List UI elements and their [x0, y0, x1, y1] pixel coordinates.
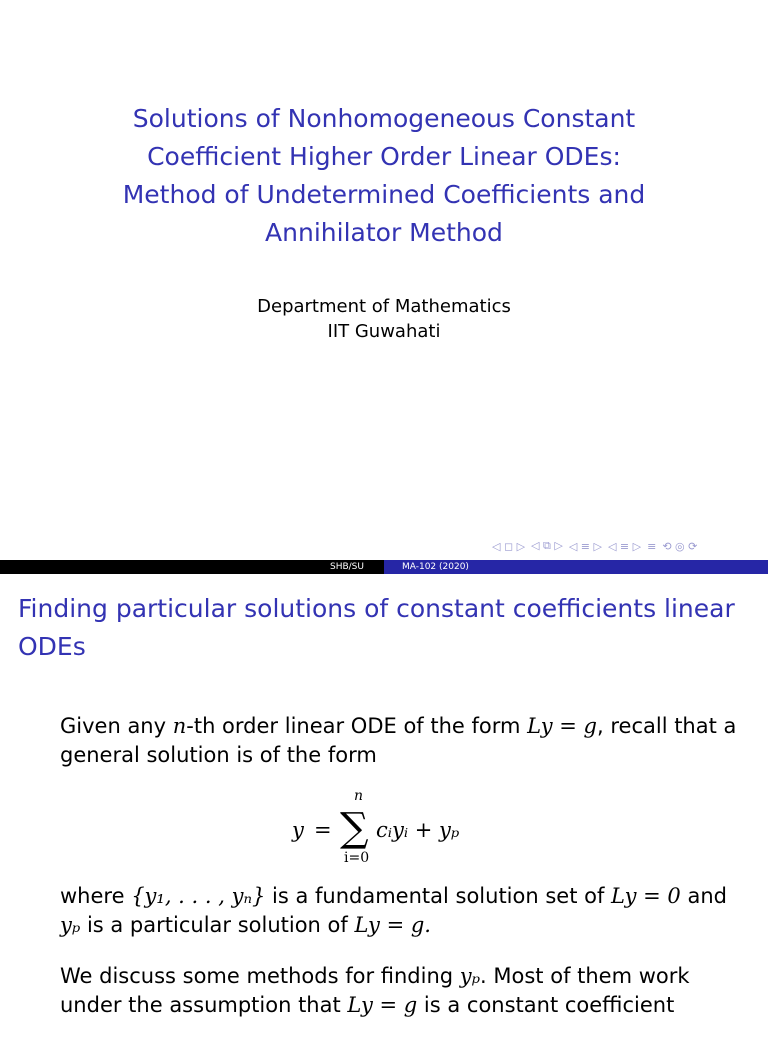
footer-author: SHB/SU [0, 560, 384, 574]
subsection-nav-icon[interactable]: ◁ ⧉ ▷ [531, 539, 563, 552]
text: . Most of them work under the assumption that [60, 964, 690, 1017]
outline-nav-icon[interactable]: ≡ [647, 539, 657, 553]
title-line: Annihilator Method [265, 218, 503, 247]
eq-lhs: y [292, 818, 304, 842]
content-slide [0, 574, 768, 1024]
math-ly-eq-g: Ly = g. [354, 913, 431, 937]
math-ly-eq-0: Ly = 0 [611, 884, 681, 908]
math-yp: yₚ [60, 913, 81, 937]
footer-course: MA-102 (2020) [384, 560, 768, 574]
eq-equals: = [314, 818, 332, 842]
text: is a particular solution of [80, 913, 355, 937]
search-back-forward-icon[interactable]: ⟲ ◎ ⟳ [662, 539, 698, 553]
paragraph-where [60, 882, 740, 940]
text: -th order linear ODE of the form [186, 714, 528, 738]
slide-footer [0, 560, 768, 574]
math-n: n [172, 714, 187, 738]
section-nav-icon[interactable]: ◁ ≡ ▷ [568, 539, 602, 553]
text: and [680, 884, 727, 908]
title-line: Solutions of Nonhomogeneous Constant [132, 104, 636, 133]
text: is a fundamental solution set of [265, 884, 612, 908]
eq-rhs: cᵢyᵢ + yₚ [376, 818, 460, 842]
slide-body [60, 712, 740, 1042]
sum-lower-limit: i=0 [344, 850, 370, 866]
general-solution-equation [292, 788, 492, 868]
title-line: Method of Undetermined Coefficients and [122, 180, 646, 209]
summation-symbol: ∑ [340, 805, 369, 851]
text: , recall that a general solution is of the form [60, 714, 737, 767]
paragraph-methods [60, 962, 740, 1020]
sum-upper-limit: n [354, 788, 364, 804]
paragraph-intro [60, 712, 740, 770]
math-fundamental-set: {y₁, . . . , yₙ} [131, 884, 266, 908]
text: We discuss some methods for finding [60, 964, 460, 988]
text: where [60, 884, 132, 908]
text: Given any [60, 714, 173, 738]
institute-label: IIT Guwahati [327, 321, 441, 342]
text: is a constant coefficient [417, 993, 675, 1017]
author-block [0, 294, 768, 344]
math-ly-eq-g: Ly = g [347, 993, 418, 1017]
title-line: Coefficient Higher Order Linear ODEs: [147, 142, 621, 171]
frame-nav-icon[interactable]: ◁ ◻ ▷ [492, 539, 526, 553]
math-yp: yₚ [459, 964, 481, 988]
beamer-navigation[interactable] [492, 538, 764, 554]
department-label: Department of Mathematics [257, 296, 511, 317]
frame-title: Finding particular solutions of constant coefficients linear ODEs [18, 594, 735, 661]
math-ly-eq-g: Ly = g [527, 714, 597, 738]
presentation-title [0, 100, 768, 252]
subsection-list-nav-icon[interactable]: ◁ ≡ ▷ [607, 539, 642, 553]
